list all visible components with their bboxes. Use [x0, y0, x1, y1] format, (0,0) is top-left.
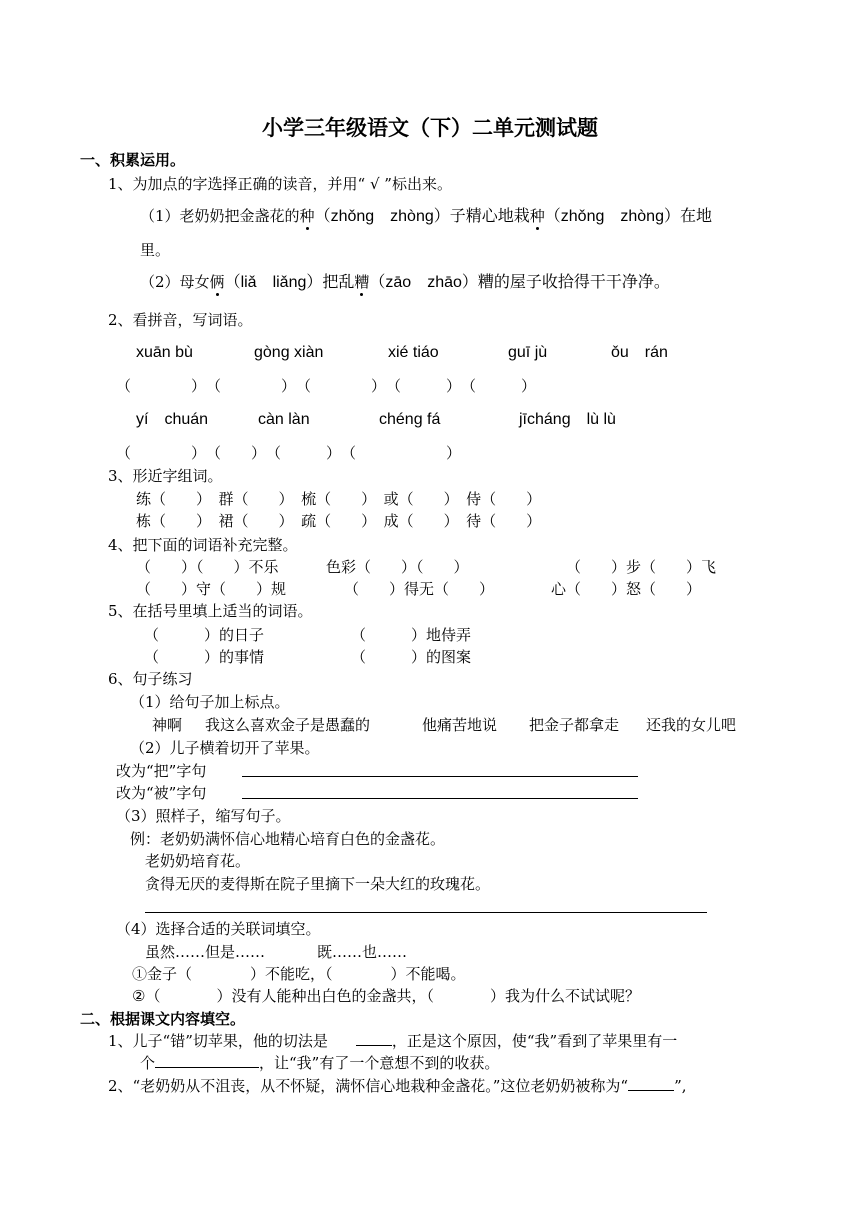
q5-item: （ ）的日子 [144, 626, 265, 644]
q6-choice-1: ①金子（ ）不能吃，（ ）不能喝。 [132, 965, 466, 983]
q1-stem: 1、为加点的字选择正确的读音，并用“ √ ”标出来。 [108, 175, 452, 193]
q3-row2: 栋（ ） 裙（ ） 疏（ ） 成（ ） 待（ ） [136, 512, 542, 530]
section-heading-1: 一、积累运用。 [80, 151, 186, 169]
pinyin: xuān bù [136, 344, 193, 361]
q1-line1-cont: 里。 [140, 241, 171, 259]
q1-line1: （1）老奶奶把金盏花的种（zhǒng zhòng）子精心地栽种（zhǒng zhòng）在地 [140, 207, 712, 225]
q6-stem: 6、句子练习 [108, 670, 193, 688]
q6-sentence-fragment: 他痛苦地说 [422, 716, 498, 734]
q4-blank: 心（ ）怒（ ） [551, 580, 702, 598]
q6-sentence-fragment: 还我的女儿吧 [646, 716, 737, 734]
answer-brackets: （ ） （ ） （ ） （ ） （ ） [116, 377, 537, 395]
answer-line[interactable] [242, 776, 638, 777]
q6-choice-2: ②（ ）没有人能种出白色的金盏共，（ ）我为什么不试试呢？ [132, 987, 640, 1005]
section-heading-2: 二、根据课文内容填空。 [80, 1010, 246, 1028]
q3-row1: 练（ ） 群（ ） 梳（ ） 或（ ） 侍（ ） [136, 490, 542, 508]
pinyin: yí chuán [136, 411, 209, 428]
example-answer: 老奶奶培育花。 [145, 852, 251, 870]
answer-brackets: （ ） （ ） （ ） （ ） [116, 444, 462, 462]
dotted-char: 俩 [209, 273, 225, 291]
q3-stem: 3、形近字组词。 [108, 467, 223, 485]
q5-item: （ ）的图案 [351, 648, 472, 666]
pinyin: xié tiáo [388, 344, 439, 361]
answer-line[interactable] [242, 798, 638, 799]
ba-label: 改为“把”字句 [116, 762, 207, 780]
example: 例：老奶奶满怀信心地精心培育白色的金盏花。 [130, 830, 446, 848]
q4-blank: （ ）守（ ）规 [136, 580, 287, 598]
bei-label: 改为“被”字句 [116, 784, 207, 802]
pinyin: chéng fá [379, 411, 441, 428]
q2-stem: 2、看拼音，写词语。 [108, 311, 253, 329]
q6-sentence-fragment: 神啊 [152, 716, 183, 734]
q6-part1: （1）给句子加上标点。 [130, 693, 290, 711]
dotted-char: 种 [529, 207, 545, 225]
q5-stem: 5、在括号里填上适当的词语。 [108, 602, 313, 620]
pinyin: ǒu rán [611, 344, 668, 361]
q4-blank: 色彩（ ）（ ） [326, 558, 469, 576]
pinyin: càn làn [258, 411, 310, 428]
dotted-char: 种 [299, 207, 315, 225]
q6-sentence-fragment: 我这么喜欢金子是愚蠢的 [205, 716, 371, 734]
dotted-char: 糟 [354, 273, 370, 291]
pinyin: jīcháng lù lù [519, 411, 616, 428]
q5-item: （ ）地侍弄 [351, 626, 472, 644]
s2-q2-line1: 2、“老奶奶从不沮丧，从不怀疑，满怀信心地栽种金盏花。”这位老奶奶被称为“ ”, [108, 1077, 687, 1095]
q5-item: （ ）的事情 [144, 648, 265, 666]
connective-option: 虽然……但是…… [145, 943, 266, 961]
s2-q1-line2: 个 ，让“我”有了一个意想不到的收获。 [140, 1054, 500, 1072]
page-title: 小学三年级语文（下）二单元测试题 [262, 115, 598, 140]
q1-line2: （2）母女俩（liǎ liǎng）把乱糟（zāo zhāo）糟的屋子收拾得干干净净。 [140, 273, 670, 291]
answer-line[interactable] [145, 912, 707, 913]
q4-blank: （ ）步（ ）飞 [566, 558, 717, 576]
q6-part4: （4）选择合适的关联词填空。 [116, 920, 321, 938]
q4-stem: 4、把下面的词语补充完整。 [108, 536, 298, 554]
q6-part3: （3）照样子，缩写句子。 [116, 807, 291, 825]
q4-blank: （ ）得无（ ） [344, 580, 495, 598]
q4-blank: （ ）（ ）不乐 [136, 558, 279, 576]
pinyin: gòng xiàn [254, 344, 324, 361]
q6-part2: （2）儿子横着切开了苹果。 [130, 739, 320, 757]
pinyin: guī jù [508, 344, 548, 361]
s2-q1-line1: 1、儿子“错”切苹果，他的切法是 ，正是这个原因，使“我”看到了苹果里有一 [108, 1032, 678, 1050]
q6-sentence-fragment: 把金子都拿走 [529, 716, 620, 734]
q6-part3-question: 贪得无厌的麦得斯在院子里摘下一朵大红的玫瑰花。 [145, 875, 491, 893]
connective-option: 既……也…… [317, 943, 408, 961]
